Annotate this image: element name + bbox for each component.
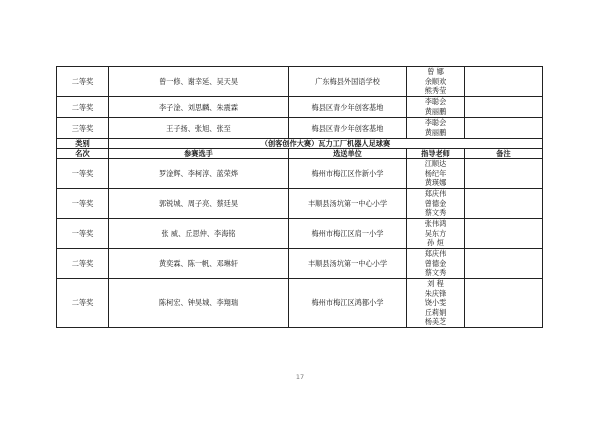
table-row — [57, 118, 543, 139]
rank-cell: 一等奖 — [57, 159, 109, 189]
players-cell: 张 威、丘思仲、李海铭 — [109, 219, 289, 249]
mentor-name: 蔡文秀 — [424, 268, 447, 278]
unit-cell: 梅州市梅江区肩一小学 — [289, 219, 407, 249]
unit-cell: 梅县区青少年创客基地 — [289, 97, 407, 118]
rank-cell: 一等奖 — [57, 189, 109, 219]
unit-cell: 丰顺县汤坑第一中心小学 — [289, 189, 407, 219]
awards-table — [56, 66, 543, 328]
notes-cell — [465, 219, 543, 249]
column-header-notes: 备注 — [465, 149, 543, 159]
mentor-name: 余顺欢 — [424, 76, 447, 86]
mentor-name: 黄丽鹏 — [424, 107, 447, 116]
mentor-name: 曾德金 — [424, 258, 447, 268]
table-row — [57, 67, 543, 97]
section-title-row — [57, 139, 543, 149]
category-label: 类别 — [57, 139, 109, 149]
mentor-name: 朱庆锋 — [424, 288, 447, 298]
mentor-name: 郑庆伟 — [424, 189, 447, 199]
mentor-name: 曾德金 — [424, 198, 447, 208]
mentors-cell — [407, 249, 465, 279]
table-row — [57, 97, 543, 118]
mentor-name: 熊秀莹 — [424, 86, 447, 96]
mentors-cell — [407, 97, 465, 118]
column-header-players: 参赛选手 — [109, 149, 289, 159]
rank-cell: 三等奖 — [57, 118, 109, 139]
mentors-cell — [407, 118, 465, 139]
mentor-name: 江顺达 — [424, 159, 447, 169]
column-header-unit: 选送单位 — [289, 149, 407, 159]
table-row — [57, 189, 543, 219]
mentor-name: 张伟鸿 — [424, 219, 447, 229]
page-number: 17 — [295, 373, 305, 381]
mentors-cell — [407, 189, 465, 219]
mentor-name: 丘莉娟 — [424, 307, 447, 317]
table-row — [57, 219, 543, 249]
column-header-rank: 名次 — [57, 149, 109, 159]
rank-cell: 二等奖 — [57, 97, 109, 118]
table-row — [57, 249, 543, 279]
unit-cell: 丰顺县汤坑第一中心小学 — [289, 249, 407, 279]
notes-cell — [465, 97, 543, 118]
notes-cell — [465, 118, 543, 139]
unit-cell: 梅州市梅江区鸿都小学 — [289, 279, 407, 328]
mentor-name: 李聪会 — [424, 97, 447, 107]
unit-cell: 广东梅县外国语学校 — [289, 67, 407, 97]
rank-cell: 二等奖 — [57, 67, 109, 97]
mentor-name: 黄瑛娜 — [424, 178, 447, 188]
mentors-cell — [407, 67, 465, 97]
mentor-name: 黄丽鹏 — [424, 128, 447, 137]
mentor-name: 蔡文秀 — [424, 208, 447, 218]
players-cell: 郭锐城、周子亮、蔡廷昊 — [109, 189, 289, 219]
mentor-name: 刘 程 — [427, 279, 444, 288]
mentors-cell — [407, 159, 465, 189]
players-cell: 罗淦辉、李柯淳、蓝荣烨 — [109, 159, 289, 189]
column-header-row — [57, 149, 543, 159]
mentor-name: 杨美芝 — [424, 317, 447, 327]
mentor-name: 郑庆伟 — [424, 249, 447, 259]
mentor-name: 曾 娜 — [427, 67, 444, 77]
rank-cell: 二等奖 — [57, 249, 109, 279]
players-cell: 黄奕霖、陈一帆、邓琳轩 — [109, 249, 289, 279]
unit-cell: 梅县区青少年创客基地 — [289, 118, 407, 139]
players-cell: 王子扬、张旭、张至 — [109, 118, 289, 139]
notes-cell — [465, 279, 543, 328]
notes-cell — [465, 189, 543, 219]
mentors-cell — [407, 279, 465, 328]
players-cell: 李子淦、刘思麟、朱震霖 — [109, 97, 289, 118]
mentor-name: 杨纪年 — [424, 168, 447, 178]
notes-cell — [465, 249, 543, 279]
players-cell: 陈柯宏、钟昊城、李翔瑞 — [109, 279, 289, 328]
mentor-name: 孙 烜 — [427, 238, 444, 248]
mentor-name: 李聪会 — [424, 118, 447, 128]
table-row — [57, 279, 543, 328]
table-row — [57, 159, 543, 189]
players-cell: 曾一修、谢幸延、吴天昊 — [109, 67, 289, 97]
notes-cell — [465, 67, 543, 97]
rank-cell: 一等奖 — [57, 219, 109, 249]
mentors-cell — [407, 219, 465, 249]
section-title: （创客创作大赛）瓦力工厂机器人足球赛 — [109, 139, 543, 149]
mentor-name: 吴东方 — [424, 228, 447, 238]
rank-cell: 二等奖 — [57, 279, 109, 328]
column-header-mentors: 指导老师 — [407, 149, 465, 159]
unit-cell: 梅州市梅江区作新小学 — [289, 159, 407, 189]
notes-cell — [465, 159, 543, 189]
mentor-name: 饶小雯 — [424, 298, 447, 308]
